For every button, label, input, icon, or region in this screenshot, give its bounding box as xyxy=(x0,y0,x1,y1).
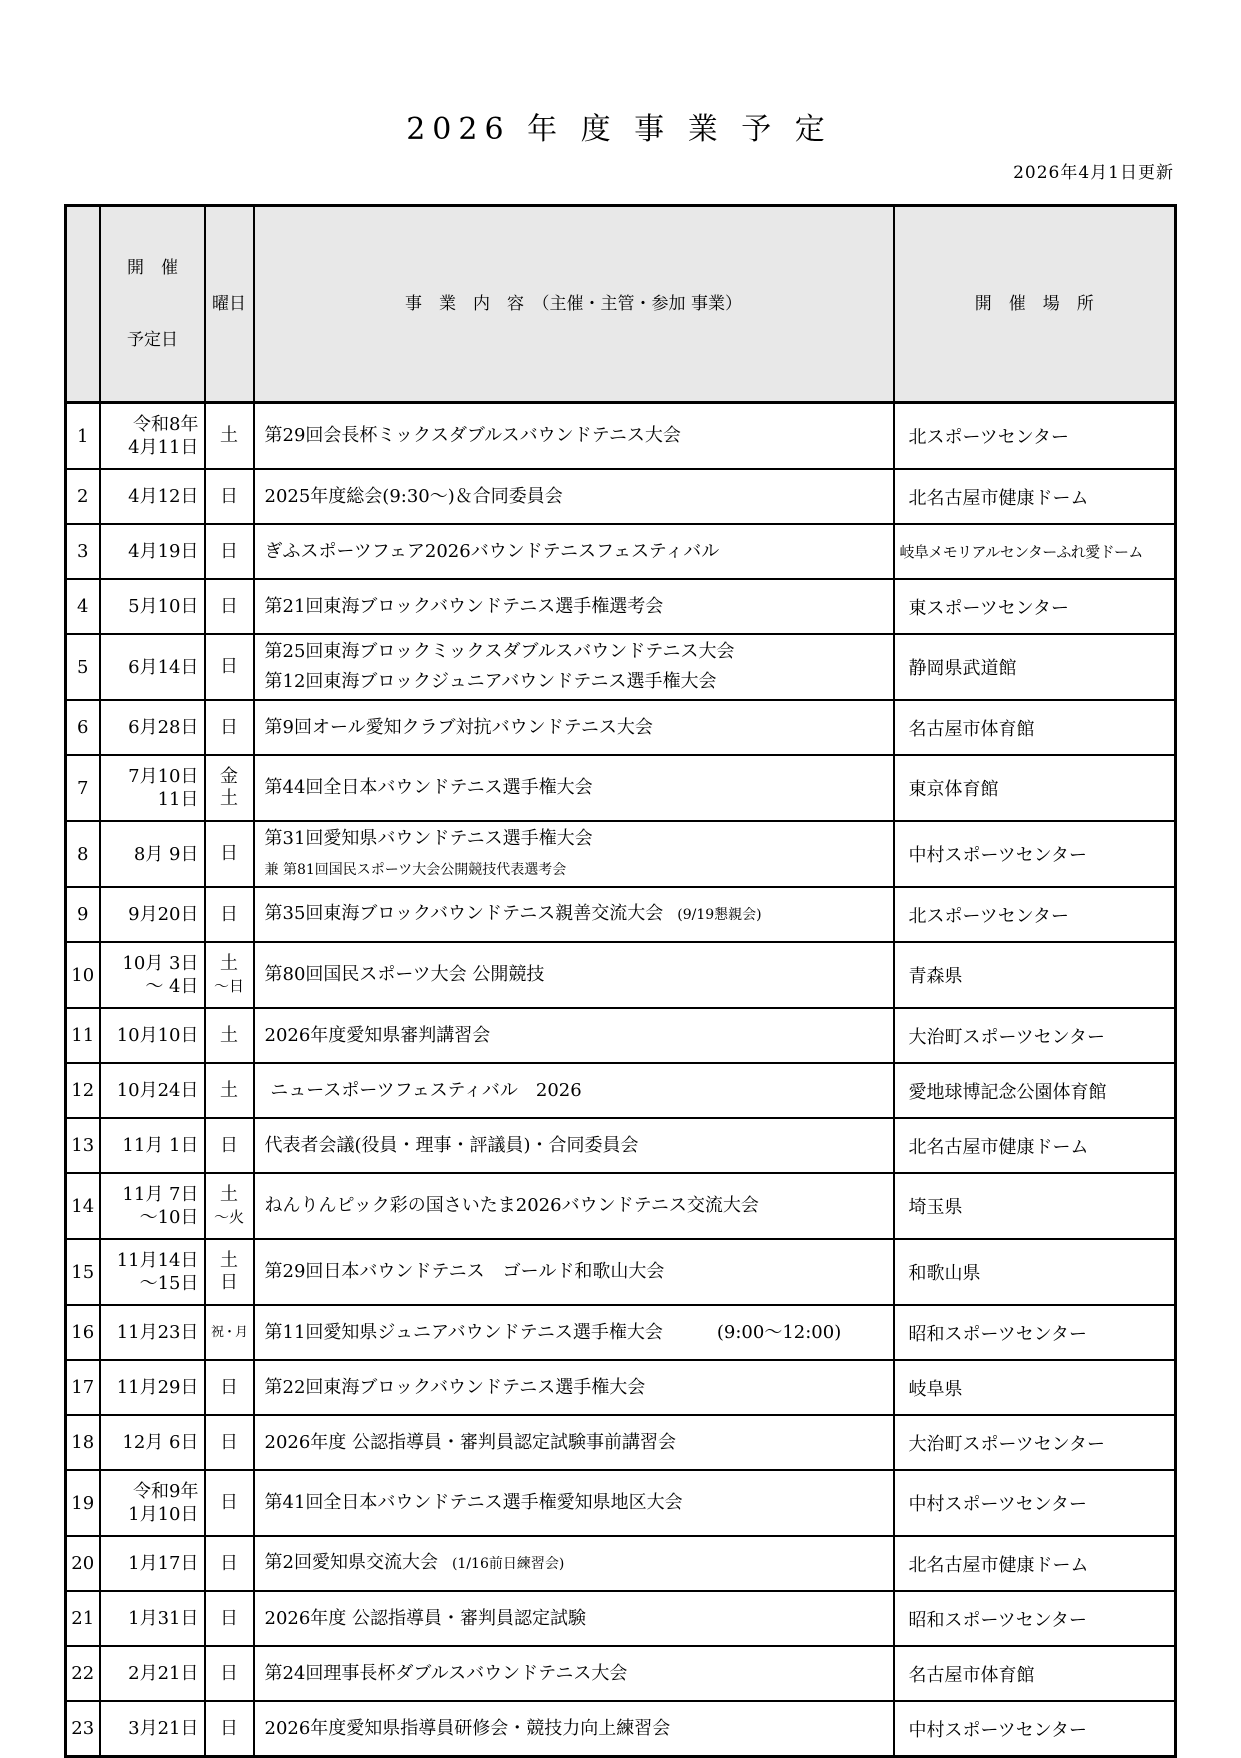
event-content: 第2回愛知県交流大会 (1/16前日練習会) xyxy=(254,1536,894,1591)
table-row xyxy=(66,579,1176,634)
event-date: 11月29日 xyxy=(100,1360,205,1415)
event-date: 7月10日 11日 xyxy=(100,755,205,821)
event-venue: 昭和スポーツセンター xyxy=(894,1591,1176,1646)
table-row xyxy=(66,1360,1176,1415)
row-number: 11 xyxy=(66,1008,100,1063)
row-number: 22 xyxy=(66,1646,100,1701)
row-number: 9 xyxy=(66,887,100,942)
event-weekday: 日 xyxy=(205,887,254,942)
table-row xyxy=(66,700,1176,755)
row-number: 18 xyxy=(66,1415,100,1470)
event-weekday: 日 xyxy=(205,700,254,755)
table-header xyxy=(66,206,1176,403)
event-weekday: 土 xyxy=(205,1063,254,1118)
table-row xyxy=(66,1063,1176,1118)
table-row xyxy=(66,634,1176,700)
table-row xyxy=(66,1305,1176,1360)
event-weekday: 日 xyxy=(205,1591,254,1646)
table-row xyxy=(66,821,1176,887)
row-number: 8 xyxy=(66,821,100,887)
row-number: 4 xyxy=(66,579,100,634)
event-venue: 北名古屋市健康ドーム xyxy=(894,1536,1176,1591)
col-header-date xyxy=(100,206,205,403)
event-date: 3月21日 xyxy=(100,1701,205,1757)
event-date: 11月23日 xyxy=(100,1305,205,1360)
row-number: 23 xyxy=(66,1701,100,1757)
row-number: 13 xyxy=(66,1118,100,1173)
event-date: 令和8年 4月11日 xyxy=(100,403,205,470)
event-content: 2026年度愛知県指導員研修会・競技力向上練習会 xyxy=(254,1701,894,1757)
col-header-number xyxy=(66,206,100,403)
col-header-date-line2: 予定日 xyxy=(127,330,178,350)
event-content: 第29回日本バウンドテニス ゴールド和歌山大会 xyxy=(254,1239,894,1305)
event-weekday: 日 xyxy=(205,579,254,634)
row-number: 6 xyxy=(66,700,100,755)
event-weekday: 日 xyxy=(205,821,254,887)
row-number: 19 xyxy=(66,1470,100,1536)
event-venue: 北名古屋市健康ドーム xyxy=(894,469,1176,524)
event-content: 第22回東海ブロックバウンドテニス選手権大会 xyxy=(254,1360,894,1415)
event-weekday: 土 ～日 xyxy=(205,942,254,1008)
event-venue: 昭和スポーツセンター xyxy=(894,1305,1176,1360)
table-row xyxy=(66,1415,1176,1470)
event-weekday: 日 xyxy=(205,469,254,524)
table-row xyxy=(66,1470,1176,1536)
event-content: ねんりんピック彩の国さいたま2026バウンドテニス交流大会 xyxy=(254,1173,894,1239)
event-venue: 北スポーツセンター xyxy=(894,403,1176,470)
event-weekday: 日 xyxy=(205,1646,254,1701)
table-row xyxy=(66,524,1176,579)
event-venue: 埼玉県 xyxy=(894,1173,1176,1239)
event-venue: 青森県 xyxy=(894,942,1176,1008)
event-content: 第29回会長杯ミックスダブルスバウンドテニス大会 xyxy=(254,403,894,470)
event-content: 第11回愛知県ジュニアバウンドテニス選手権大会 (9:00～12:00) xyxy=(254,1305,894,1360)
event-venue: 静岡県武道館 xyxy=(894,634,1176,700)
row-number: 7 xyxy=(66,755,100,821)
event-date: 6月14日 xyxy=(100,634,205,700)
event-content: 第80回国民スポーツ大会 公開競技 xyxy=(254,942,894,1008)
event-date: 5月10日 xyxy=(100,579,205,634)
event-date: 2月21日 xyxy=(100,1646,205,1701)
event-content: 2026年度 公認指導員・審判員認定試験事前講習会 xyxy=(254,1415,894,1470)
row-number: 16 xyxy=(66,1305,100,1360)
event-date: 令和9年 1月10日 xyxy=(100,1470,205,1536)
row-number: 5 xyxy=(66,634,100,700)
event-content: 2026年度愛知県審判講習会 xyxy=(254,1008,894,1063)
col-header-content: 事 業 内 容 （主催・主管・参加 事業） xyxy=(254,206,894,403)
event-venue: 和歌山県 xyxy=(894,1239,1176,1305)
page-title: 2026 年 度 事 業 予 定 xyxy=(406,112,832,147)
table-row xyxy=(66,942,1176,1008)
table-row xyxy=(66,1173,1176,1239)
event-date: 11月 7日 ～10日 xyxy=(100,1173,205,1239)
event-date: 11月 1日 xyxy=(100,1118,205,1173)
event-content: 第24回理事長杯ダブルスバウンドテニス大会 xyxy=(254,1646,894,1701)
event-weekday: 土 xyxy=(205,1008,254,1063)
event-content: 第21回東海ブロックバウンドテニス選手権選考会 xyxy=(254,579,894,634)
event-date: 10月 3日 ～ 4日 xyxy=(100,942,205,1008)
table-row xyxy=(66,1646,1176,1701)
header-row xyxy=(66,206,1176,403)
event-content: 2025年度総会(9:30～)＆合同委員会 xyxy=(254,469,894,524)
event-weekday: 土 xyxy=(205,403,254,470)
row-number: 10 xyxy=(66,942,100,1008)
event-date: 11月14日 ～15日 xyxy=(100,1239,205,1305)
event-content: 第41回全日本バウンドテニス選手権愛知県地区大会 xyxy=(254,1470,894,1536)
event-venue: 岐阜県 xyxy=(894,1360,1176,1415)
row-number: 21 xyxy=(66,1591,100,1646)
event-venue: 岐阜メモリアルセンターふれ愛ドーム xyxy=(894,524,1176,579)
event-date: 6月28日 xyxy=(100,700,205,755)
event-venue: 中村スポーツセンター xyxy=(894,1701,1176,1757)
event-date: 1月17日 xyxy=(100,1536,205,1591)
event-weekday: 日 xyxy=(205,1470,254,1536)
row-number: 1 xyxy=(66,403,100,470)
row-number: 15 xyxy=(66,1239,100,1305)
event-venue: 大治町スポーツセンター xyxy=(894,1415,1176,1470)
event-date: 4月19日 xyxy=(100,524,205,579)
event-weekday: 日 xyxy=(205,634,254,700)
col-header-weekday: 曜日 xyxy=(205,206,254,403)
event-date: 8月 9日 xyxy=(100,821,205,887)
table-row xyxy=(66,1118,1176,1173)
event-venue: 中村スポーツセンター xyxy=(894,1470,1176,1536)
table-row xyxy=(66,887,1176,942)
event-date: 10月24日 xyxy=(100,1063,205,1118)
row-number: 12 xyxy=(66,1063,100,1118)
event-content: 第25回東海ブロックミックスダブルスバウンドテニス大会 第12回東海ブロックジュニアバウンドテニス選手権大会 xyxy=(254,634,894,700)
table-row xyxy=(66,1591,1176,1646)
event-weekday: 祝・月 xyxy=(205,1305,254,1360)
event-content: 第35回東海ブロックバウンドテニス親善交流大会 (9/19懇親会) xyxy=(254,887,894,942)
event-content: 代表者会議(役員・理事・評議員)・合同委員会 xyxy=(254,1118,894,1173)
row-number: 14 xyxy=(66,1173,100,1239)
event-content: 第9回オール愛知クラブ対抗バウンドテニス大会 xyxy=(254,700,894,755)
event-date: 10月10日 xyxy=(100,1008,205,1063)
event-weekday: 日 xyxy=(205,524,254,579)
event-venue: 中村スポーツセンター xyxy=(894,821,1176,887)
event-weekday: 日 xyxy=(205,1360,254,1415)
event-content: 第31回愛知県バウンドテニス選手権大会 兼 第81回国民スポーツ大会公開競技代表選考会 xyxy=(254,821,894,887)
row-number: 2 xyxy=(66,469,100,524)
event-venue: 名古屋市体育館 xyxy=(894,700,1176,755)
event-content: ぎふスポーツフェア2026バウンドテニスフェスティバル xyxy=(254,524,894,579)
event-venue: 北名古屋市健康ドーム xyxy=(894,1118,1176,1173)
event-weekday: 日 xyxy=(205,1118,254,1173)
table-body xyxy=(66,403,1176,1757)
event-venue: 愛地球博記念公園体育館 xyxy=(894,1063,1176,1118)
event-venue: 東京体育館 xyxy=(894,755,1176,821)
table-row xyxy=(66,1701,1176,1757)
table-row xyxy=(66,1008,1176,1063)
event-venue: 東スポーツセンター xyxy=(894,579,1176,634)
event-weekday: 日 xyxy=(205,1415,254,1470)
event-weekday: 日 xyxy=(205,1701,254,1757)
schedule-table xyxy=(64,204,1177,1758)
event-date: 4月12日 xyxy=(100,469,205,524)
col-header-date-line1: 開 催 xyxy=(127,258,178,278)
event-weekday: 日 xyxy=(205,1536,254,1591)
table-row xyxy=(66,1239,1176,1305)
event-venue: 大治町スポーツセンター xyxy=(894,1008,1176,1063)
event-weekday: 土 日 xyxy=(205,1239,254,1305)
table-row xyxy=(66,1536,1176,1591)
event-weekday: 金 土 xyxy=(205,755,254,821)
table-row xyxy=(66,755,1176,821)
row-number: 20 xyxy=(66,1536,100,1591)
event-venue: 北スポーツセンター xyxy=(894,887,1176,942)
event-content: 第44回全日本バウンドテニス選手権大会 xyxy=(254,755,894,821)
event-venue: 名古屋市体育館 xyxy=(894,1646,1176,1701)
row-number: 3 xyxy=(66,524,100,579)
event-content: ニュースポーツフェスティバル 2026 xyxy=(254,1063,894,1118)
event-date: 9月20日 xyxy=(100,887,205,942)
event-content: 2026年度 公認指導員・審判員認定試験 xyxy=(254,1591,894,1646)
event-date: 12月 6日 xyxy=(100,1415,205,1470)
updated-date: 2026年4月1日更新 xyxy=(1013,163,1174,183)
table-row xyxy=(66,403,1176,470)
table-row xyxy=(66,469,1176,524)
event-date: 1月31日 xyxy=(100,1591,205,1646)
col-header-venue: 開 催 場 所 xyxy=(894,206,1176,403)
row-number: 17 xyxy=(66,1360,100,1415)
event-weekday: 土 ～火 xyxy=(205,1173,254,1239)
